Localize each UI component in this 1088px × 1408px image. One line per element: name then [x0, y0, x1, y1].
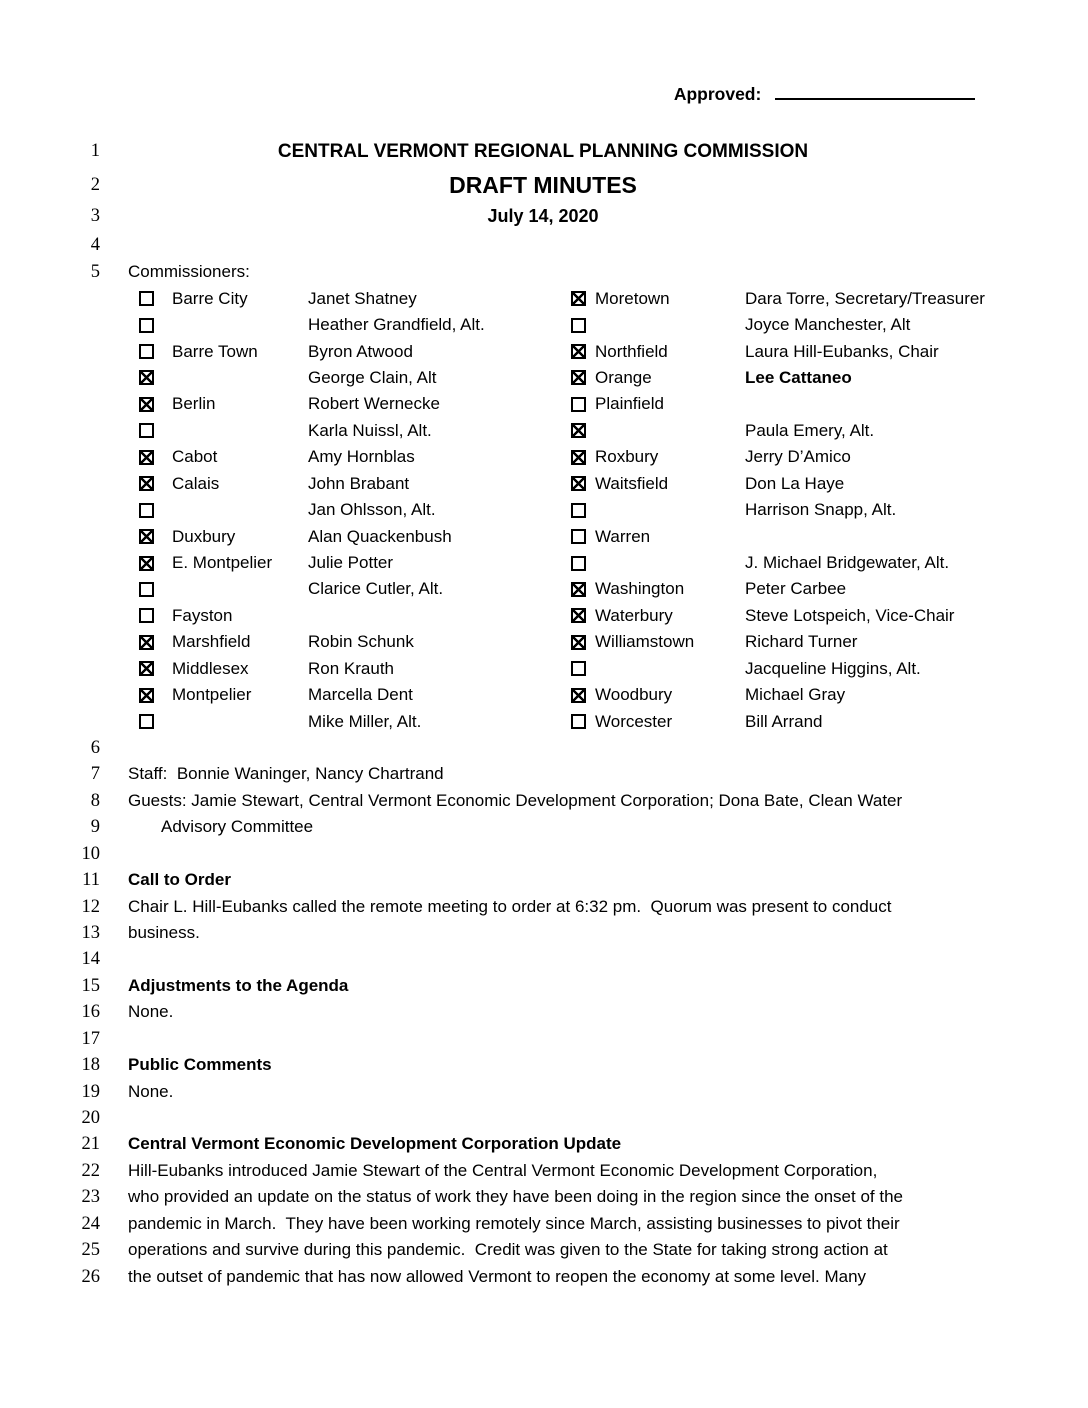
line-number: 1	[90, 141, 100, 161]
commissioner-name: Heather Grandfield, Alt.	[308, 315, 485, 335]
municipality-label: Marshfield	[172, 632, 251, 652]
doc-line	[0, 814, 1088, 840]
commissioner-name: Jacqueline Higgins, Alt.	[745, 658, 921, 678]
municipality-label: Fayston	[172, 605, 233, 625]
checkbox-cell	[128, 661, 172, 676]
checkbox-cell	[560, 635, 595, 650]
line-text: Staff: Bonnie Waninger, Nancy Chartrand	[128, 764, 444, 784]
line-number: 25	[81, 1240, 100, 1261]
line-number: 11	[82, 870, 100, 891]
commissioner-name: Janet Shatney	[308, 288, 417, 308]
commissioner-name: Robert Wernecke	[308, 394, 440, 414]
commissioner-name: Lee Cattaneo	[745, 367, 852, 387]
checkbox-cell	[560, 450, 595, 465]
line-number: 5	[90, 262, 100, 282]
doc-line	[0, 788, 1088, 814]
commissioner-row	[128, 523, 1058, 549]
checkbox-cell	[560, 318, 595, 333]
municipality-label: E. Montpelier	[172, 553, 273, 573]
commissioner-name: George Clain, Alt	[308, 367, 437, 387]
checkbox-unchecked-icon[interactable]	[139, 291, 154, 306]
municipality-label: Roxbury	[595, 447, 659, 467]
checkbox-checked-icon[interactable]	[571, 688, 586, 703]
checkbox-unchecked-icon[interactable]	[571, 714, 586, 729]
commissioner-row	[128, 497, 1058, 523]
line-number: 9	[90, 817, 100, 838]
commissioner-name: Steve Lotspeich, Vice-Chair	[745, 605, 955, 625]
checkbox-unchecked-icon[interactable]	[139, 582, 154, 597]
checkbox-cell	[560, 370, 595, 385]
line-number: 22	[81, 1160, 100, 1181]
commissioner-name: Michael Gray	[745, 685, 846, 705]
checkbox-unchecked-icon[interactable]	[139, 344, 154, 359]
doc-line	[0, 134, 1088, 169]
commissioner-name: John Brabant	[308, 473, 410, 493]
checkbox-checked-icon[interactable]	[139, 688, 154, 703]
commissioner-name: Amy Hornblas	[308, 447, 415, 467]
commissioner-name: Ron Krauth	[308, 658, 394, 678]
line-number: 10	[81, 843, 100, 864]
municipality-label: Berlin	[172, 394, 216, 414]
checkbox-cell	[560, 397, 595, 412]
municipality-label: Woodbury	[595, 685, 673, 705]
commissioner-name: Clarice Cutler, Alt.	[308, 579, 444, 599]
doc-line	[0, 735, 1088, 761]
commissioner-row	[128, 682, 1058, 708]
checkbox-unchecked-icon[interactable]	[571, 556, 586, 571]
municipality-label: Washington	[595, 579, 685, 599]
commissioner-row	[128, 312, 1058, 338]
doc-line	[0, 232, 1088, 259]
line-number: 13	[81, 922, 100, 943]
commissioner-row	[128, 708, 1058, 734]
checkbox-cell	[128, 608, 172, 623]
checkbox-cell	[128, 397, 172, 412]
line-text: Hill-Eubanks introduced Jamie Stewart of the Central Vermont Economic Development Corporation,	[128, 1160, 878, 1180]
municipality-label: Plainfield	[595, 394, 664, 414]
line-text: CENTRAL VERMONT REGIONAL PLANNING COMMISSION	[277, 141, 809, 162]
checkbox-cell	[560, 556, 595, 571]
doc-line	[0, 1079, 1088, 1105]
municipality-label: Barre Town	[172, 341, 258, 361]
checkbox-unchecked-icon[interactable]	[571, 529, 586, 544]
line-text: operations and survive during this pandemic. Credit was given to the State for taking strong action at	[128, 1240, 888, 1260]
municipality-label: Waitsfield	[595, 473, 669, 493]
municipality-label: Waterbury	[595, 605, 673, 625]
commissioner-name: Alan Quackenbush	[308, 526, 452, 546]
line-text: Adjustments to the Agenda	[128, 975, 349, 995]
checkbox-checked-icon[interactable]	[139, 397, 154, 412]
line-number: 3	[90, 206, 100, 226]
checkbox-checked-icon[interactable]	[571, 582, 586, 597]
checkbox-cell	[128, 291, 172, 306]
commissioner-row	[128, 576, 1058, 602]
municipality-label: Calais	[172, 473, 220, 493]
checkbox-cell	[560, 714, 595, 729]
doc-line	[0, 973, 1088, 999]
line-text: None.	[128, 1081, 174, 1101]
approved-label: Approved:	[673, 84, 762, 104]
checkbox-unchecked-icon[interactable]	[139, 714, 154, 729]
checkbox-checked-icon[interactable]	[139, 661, 154, 676]
checkbox-checked-icon[interactable]	[571, 423, 586, 438]
checkbox-cell	[560, 344, 595, 359]
line-number: 20	[81, 1108, 100, 1128]
checkbox-unchecked-icon[interactable]	[571, 318, 586, 333]
doc-line	[0, 867, 1088, 893]
checkbox-unchecked-icon[interactable]	[139, 318, 154, 333]
checkbox-unchecked-icon[interactable]	[139, 503, 154, 518]
checkbox-cell	[128, 476, 172, 491]
municipality-label: Orange	[595, 367, 652, 387]
line-number: 14	[81, 949, 100, 970]
commissioner-row	[128, 285, 1058, 311]
line-number: 7	[90, 764, 100, 785]
municipality-label: Williamstown	[595, 632, 695, 652]
checkbox-checked-icon[interactable]	[571, 370, 586, 385]
municipality-label: Moretown	[595, 288, 670, 308]
municipality-label: Northfield	[595, 341, 668, 361]
commissioner-name: Dara Torre, Secretary/Treasurer	[745, 288, 985, 308]
commissioner-row	[128, 550, 1058, 576]
line-number: 24	[81, 1213, 100, 1234]
line-number: 8	[90, 790, 100, 811]
checkbox-checked-icon[interactable]	[139, 556, 154, 571]
doc-line	[0, 946, 1088, 972]
commissioner-name: Julie Potter	[308, 553, 394, 573]
checkbox-unchecked-icon[interactable]	[139, 608, 154, 623]
line-text: Public Comments	[128, 1055, 272, 1075]
doc-line	[0, 1026, 1088, 1052]
commissioner-row	[128, 391, 1058, 417]
doc-line	[0, 1264, 1088, 1290]
checkbox-cell	[128, 318, 172, 333]
doc-line	[0, 761, 1088, 787]
approved-signature-line	[775, 83, 975, 100]
checkbox-unchecked-icon[interactable]	[139, 423, 154, 438]
checkbox-unchecked-icon[interactable]	[571, 397, 586, 412]
checkbox-cell	[128, 503, 172, 518]
line-text: Call to Order	[128, 870, 231, 890]
checkbox-cell	[560, 688, 595, 703]
line-text: Chair L. Hill-Eubanks called the remote meeting to order at 6:32 pm. Quorum was present to conduct	[128, 896, 892, 916]
line-text: DRAFT MINUTES	[449, 172, 637, 198]
line-number: 18	[81, 1055, 100, 1076]
line-number: 2	[90, 175, 100, 195]
commissioner-name: Jan Ohlsson, Alt.	[308, 500, 436, 520]
commissioner-name: Harrison Snapp, Alt.	[745, 500, 897, 520]
checkbox-cell	[128, 529, 172, 544]
commissioner-name: Paula Emery, Alt.	[745, 420, 875, 440]
commissioner-name: Marcella Dent	[308, 685, 413, 705]
municipality-label: Cabot	[172, 447, 218, 467]
checkbox-checked-icon[interactable]	[139, 450, 154, 465]
line-number: 6	[90, 737, 100, 758]
checkbox-cell	[128, 714, 172, 729]
line-text: business.	[128, 922, 200, 942]
commissioner-name: Laura Hill-Eubanks, Chair	[745, 341, 939, 361]
line-text: who provided an update on the status of work they have been doing in the region since the onset of the	[128, 1187, 903, 1207]
checkbox-checked-icon[interactable]	[571, 344, 586, 359]
document-body	[0, 134, 1088, 1290]
doc-line	[0, 1237, 1088, 1263]
checkbox-cell	[128, 344, 172, 359]
approved-header	[655, 62, 975, 126]
commissioner-row	[128, 338, 1058, 364]
commissioner-name: Peter Carbee	[745, 579, 847, 599]
line-number: 12	[81, 896, 100, 917]
commissioner-row	[128, 603, 1058, 629]
doc-line	[0, 1052, 1088, 1078]
doc-line	[0, 894, 1088, 920]
line-text: the outset of pandemic that has now allowed Vermont to reopen the economy at some level. Many	[128, 1266, 867, 1286]
commissioner-name: Joyce Manchester, Alt	[745, 315, 911, 335]
line-text: Commissioners:	[128, 262, 250, 281]
line-text: pandemic in March. They have been working remotely since March, assisting businesses to pivot their	[128, 1213, 900, 1233]
checkbox-cell	[560, 291, 595, 306]
commissioner-name: Robin Schunk	[308, 632, 414, 652]
checkbox-unchecked-icon[interactable]	[571, 503, 586, 518]
line-number: 19	[81, 1081, 100, 1102]
doc-line	[0, 920, 1088, 946]
checkbox-cell	[128, 450, 172, 465]
checkbox-cell	[560, 608, 595, 623]
line-text: Guests: Jamie Stewart, Central Vermont Economic Development Corporation; Dona Bate, Clean Water	[128, 790, 903, 810]
checkbox-cell	[560, 529, 595, 544]
checkbox-cell	[128, 582, 172, 597]
checkbox-cell	[560, 503, 595, 518]
checkbox-checked-icon[interactable]	[571, 291, 586, 306]
checkbox-checked-icon[interactable]	[139, 370, 154, 385]
line-number: 15	[81, 975, 100, 996]
line-number: 16	[81, 1002, 100, 1023]
line-number: 17	[81, 1028, 100, 1049]
doc-line	[0, 1105, 1088, 1131]
commissioner-name: Don La Haye	[745, 473, 845, 493]
checkbox-checked-icon[interactable]	[571, 476, 586, 491]
commissioner-name: Richard Turner	[745, 632, 858, 652]
checkbox-cell	[560, 423, 595, 438]
commissioner-row	[128, 471, 1058, 497]
checkbox-checked-icon[interactable]	[571, 635, 586, 650]
doc-line	[0, 169, 1088, 203]
commissioner-name: Jerry D’Amico	[745, 447, 851, 467]
commissioner-name: Bill Arrand	[745, 711, 823, 731]
line-number: 26	[81, 1266, 100, 1287]
commissioner-name: Byron Atwood	[308, 341, 413, 361]
line-number: 4	[90, 235, 100, 255]
doc-line	[0, 1158, 1088, 1184]
checkbox-checked-icon[interactable]	[571, 450, 586, 465]
line-text: Central Vermont Economic Development Corporation Update	[128, 1134, 622, 1154]
doc-line	[0, 999, 1088, 1025]
checkbox-cell	[128, 556, 172, 571]
checkbox-checked-icon[interactable]	[139, 476, 154, 491]
title-block	[0, 134, 1088, 285]
commissioner-name: Mike Miller, Alt.	[308, 711, 422, 731]
checkbox-checked-icon[interactable]	[571, 608, 586, 623]
commissioners-roster	[128, 285, 1058, 734]
checkbox-unchecked-icon[interactable]	[571, 661, 586, 676]
line-number: 21	[81, 1134, 100, 1155]
doc-line	[0, 841, 1088, 867]
line-text: None.	[128, 1002, 174, 1022]
municipality-label: Montpelier	[172, 685, 252, 705]
checkbox-cell	[560, 582, 595, 597]
line-text: Advisory Committee	[161, 817, 314, 837]
checkbox-cell	[560, 476, 595, 491]
commissioner-name: Karla Nuissl, Alt.	[308, 420, 432, 440]
checkbox-checked-icon[interactable]	[139, 529, 154, 544]
checkbox-cell	[560, 661, 595, 676]
doc-line	[0, 1184, 1088, 1210]
checkbox-checked-icon[interactable]	[139, 635, 154, 650]
doc-line	[0, 1211, 1088, 1237]
municipality-label: Barre City	[172, 288, 248, 308]
doc-line	[0, 203, 1088, 232]
doc-line	[0, 259, 1088, 285]
commissioner-row	[128, 365, 1058, 391]
checkbox-cell	[128, 688, 172, 703]
commissioner-name: J. Michael Bridgewater, Alt.	[745, 553, 950, 573]
commissioner-row	[128, 418, 1058, 444]
municipality-label: Worcester	[595, 711, 673, 731]
commissioner-row	[128, 656, 1058, 682]
checkbox-cell	[128, 635, 172, 650]
checkbox-cell	[128, 423, 172, 438]
municipality-label: Duxbury	[172, 526, 236, 546]
municipality-label: Warren	[595, 526, 651, 546]
doc-line	[0, 1131, 1088, 1157]
line-number: 23	[81, 1187, 100, 1208]
checkbox-cell	[128, 370, 172, 385]
commissioner-row	[128, 444, 1058, 470]
line-text: July 14, 2020	[487, 206, 599, 226]
commissioner-row	[128, 629, 1058, 655]
municipality-label: Middlesex	[172, 658, 249, 678]
minutes-text-block	[0, 735, 1088, 1290]
